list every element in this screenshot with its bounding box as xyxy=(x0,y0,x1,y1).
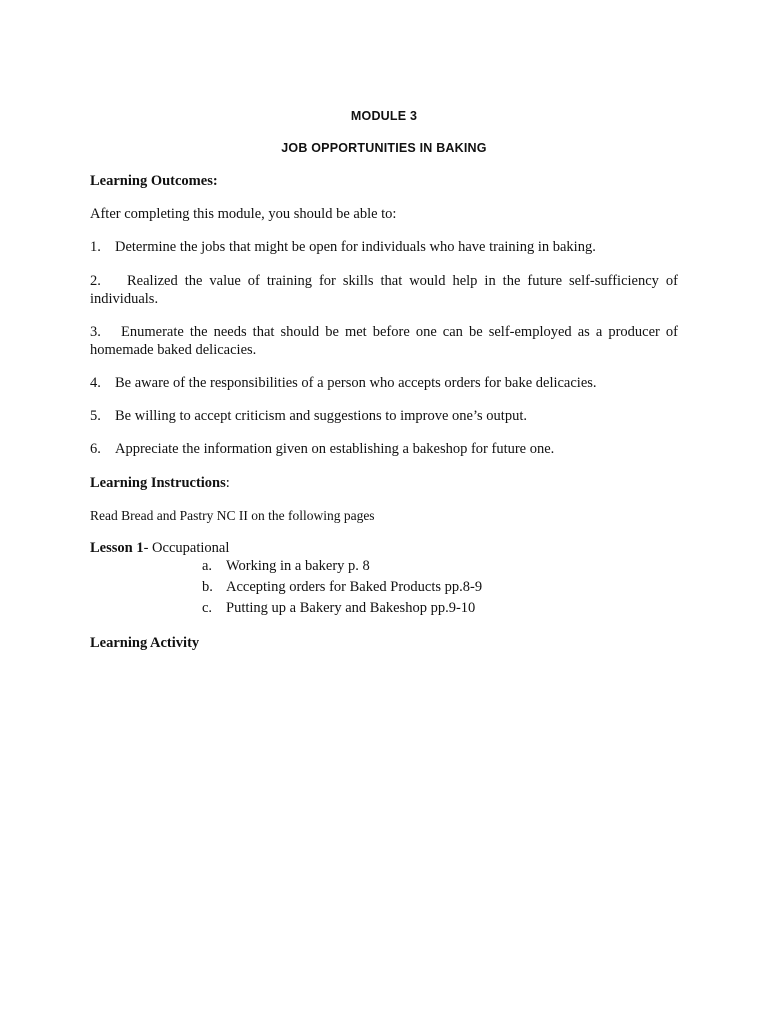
outcome-number: 6. xyxy=(90,441,101,457)
outcome-text: Enumerate the needs that should be met before one can be self-employed as a producer of homemade baked delicacies. xyxy=(90,324,678,358)
outcome-number: 2. xyxy=(90,273,101,289)
lesson-suffix: - Occupational xyxy=(143,540,230,556)
outcome-item-4 xyxy=(90,374,597,392)
outcome-number: 5. xyxy=(90,408,101,424)
lesson-item-letter: c. xyxy=(202,600,213,616)
outcome-number: 3. xyxy=(90,324,101,340)
learning-outcomes-label: Learning Outcomes: xyxy=(90,173,218,189)
outcome-number: 4. xyxy=(90,375,101,391)
lesson-item-letter: b. xyxy=(202,579,213,595)
outcome-number: 1. xyxy=(90,239,101,255)
lesson-item-c xyxy=(202,599,475,617)
lesson-item-text: Working in a bakery p. 8 xyxy=(226,558,370,574)
outcome-text: Realized the value of training for skills that would help in the future self-sufficiency of individuals. xyxy=(90,273,678,307)
outcome-item-1 xyxy=(90,238,596,256)
lesson-item-a xyxy=(202,557,370,575)
lesson-item-letter: a. xyxy=(202,558,213,574)
learning-instructions-colon: : xyxy=(225,475,230,491)
outcome-text: Be willing to accept criticism and suggestions to improve one’s output. xyxy=(115,408,527,424)
lesson-label: Lesson 1 xyxy=(90,540,144,556)
lesson-item-b xyxy=(202,578,482,596)
lesson-item-text: Accepting orders for Baked Products pp.8-9 xyxy=(226,579,483,595)
learning-instructions-label: Learning Instructions xyxy=(90,475,226,491)
outcome-item-3 xyxy=(90,323,678,359)
lesson-item-text: Putting up a Bakery and Bakeshop pp.9-10 xyxy=(226,600,476,616)
learning-activity-label: Learning Activity xyxy=(90,635,200,651)
learning-instructions-heading xyxy=(90,474,230,492)
module-number: MODULE 3 xyxy=(350,109,418,123)
outcome-item-2 xyxy=(90,272,678,308)
instructions-text: Read Bread and Pastry NC II on the following pages xyxy=(90,508,375,523)
outcome-text: Be aware of the responsibilities of a person who accepts orders for bake delicacies. xyxy=(115,375,597,391)
outcome-item-6 xyxy=(90,440,554,458)
lesson-heading xyxy=(90,539,229,557)
outcome-text: Appreciate the information given on establishing a bakeshop for future one. xyxy=(115,441,555,457)
module-title: JOB OPPORTUNITIES IN BAKING xyxy=(281,141,487,155)
outcomes-intro: After completing this module, you should be able to: xyxy=(90,206,397,222)
outcome-item-5 xyxy=(90,407,527,425)
outcome-text: Determine the jobs that might be open for individuals who have training in baking. xyxy=(115,239,596,255)
